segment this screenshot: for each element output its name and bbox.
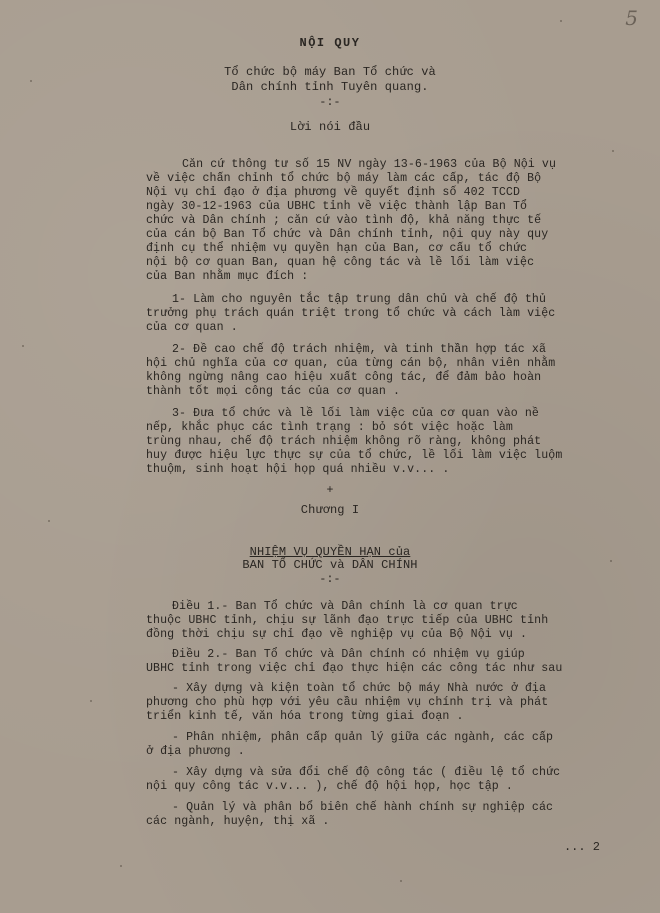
paper-speck	[22, 345, 24, 347]
purpose-1-line: trưởng phụ trách quán triệt trong tổ chức và cách làm việc	[146, 307, 556, 320]
paper-speck	[120, 865, 122, 867]
task-2-line: ở địa phương .	[146, 745, 245, 758]
document-subtitle-1: Tổ chức bộ máy Ban Tổ chức và	[224, 65, 436, 79]
preface-line: nội bộ cơ quan Ban, quan hệ công tác và lề lối làm việc	[146, 256, 535, 269]
purpose-3-line: 3- Đưa tổ chức và lề lối làm việc của cơ quan vào nề	[172, 407, 539, 420]
task-4-line: các ngành, huyện, thị xã .	[146, 815, 330, 828]
paper-speck	[610, 560, 612, 562]
purpose-2-line: không ngừng nâng cao hiệu xuất công tác, để đảm bảo hoàn	[146, 371, 542, 384]
preface-line: về việc chấn chỉnh tổ chức bộ máy làm các cấp, tác độ Bộ	[146, 172, 542, 185]
section-heading-1: NHIỆM VỤ QUYỀN HẠN của	[249, 545, 411, 559]
purpose-3-line: thuộm, sinh hoạt hội họp quá nhiều v.v... .	[146, 463, 450, 476]
separator-2: -:-	[319, 573, 341, 586]
paper-speck	[90, 700, 92, 702]
task-1-line: phương cho phù hợp với yêu cầu nhiệm vụ chính trị và phát	[146, 696, 549, 709]
preface-line: chức và Dân chính ; căn cứ vào tình độ, khả năng thực tế	[146, 214, 542, 227]
paper-speck	[560, 20, 562, 22]
preface-line: của cán bộ Ban Tổ chức và Dân chính tỉnh, nội quy này quy	[146, 228, 549, 241]
paper-speck	[612, 150, 614, 152]
document-subtitle-2: Dân chính tỉnh Tuyên quang.	[231, 80, 429, 94]
preface-heading: Lời nói đầu	[289, 120, 371, 134]
article-1-line: đồng thời chịu sự chỉ đạo về nghiệp vụ của Bộ Nội vụ .	[146, 628, 528, 641]
task-3-line: nội quy công tác v.v... ), chế độ hội họp, học tập .	[146, 780, 513, 793]
purpose-2-line: hội chủ nghĩa của cơ quan, của từng cán bộ, nhân viên nhằm	[146, 357, 556, 370]
purpose-3-line: huy được hiệu lực thực sự của tổ chức, lề lối làm việc luộm	[146, 449, 563, 462]
purpose-2-line: thành tốt mọi công tác của cơ quan .	[146, 385, 401, 398]
task-3-line: - Xây dựng và sửa đổi chế độ công tác ( điều lệ tổ chức	[172, 766, 561, 779]
article-1-line: thuộc UBHC tỉnh, chịu sự lãnh đạo trực tiếp của UBHC tỉnh	[146, 614, 549, 627]
purpose-3-line: nếp, khắc phục các tình trạng : bỏ sót việc hoặc làm	[146, 421, 513, 434]
article-2-line: Điều 2.- Ban Tổ chức và Dân chính có nhiệm vụ giúp	[172, 648, 525, 661]
purpose-1-line: 1- Làm cho nguyên tắc tập trung dân chủ và chế độ thủ	[172, 293, 547, 306]
article-1-line: Điều 1.- Ban Tổ chức và Dân chính là cơ quan trực	[172, 600, 518, 613]
preface-line: định cụ thể nhiệm vụ quyền hạn của Ban, cơ cấu tổ chức	[146, 242, 528, 255]
article-2-line: UBHC tỉnh trong việc chỉ đạo thực hiện các công tác như sau	[146, 662, 563, 675]
task-1-line: - Xây dựng và kiện toàn tổ chức bộ máy Nhà nước ở địa	[172, 682, 547, 695]
document-title: NỘI QUY	[299, 36, 361, 50]
section-heading-2: BAN TỔ CHỨC và DÂN CHÍNH	[242, 558, 418, 572]
chapter-label: Chương I	[300, 503, 360, 517]
paper-speck	[400, 880, 402, 882]
preface-line: ngày 30-12-1963 của UBHC tỉnh về việc thành lập Ban Tổ	[146, 200, 528, 213]
preface-line: của Ban nhằm mục đích :	[146, 270, 309, 283]
preface-line: Căn cứ thông tư số 15 NV ngày 13-6-1963 của Bộ Nội vụ	[182, 158, 557, 171]
task-4-line: - Quản lý và phân bổ biên chế hành chính sự nghiệp các	[172, 801, 554, 814]
separator-1: -:-	[319, 96, 341, 109]
preface-line: Nội vụ chỉ đạo ở địa phương về quyết định số 402 TCCD	[146, 186, 521, 199]
purpose-1-line: của cơ quan .	[146, 321, 238, 334]
task-2-line: - Phân nhiệm, phân cấp quản lý giữa các ngành, các cấp	[172, 731, 554, 744]
page-number: ... 2	[563, 840, 600, 854]
purpose-3-line: trùng nhau, chế độ trách nhiệm không rõ ràng, không phát	[146, 435, 542, 448]
task-1-line: triển kinh tế, văn hóa trong từng giai đoạn .	[146, 710, 464, 723]
plus-mark: +	[326, 484, 334, 497]
purpose-2-line: 2- Đề cao chế độ trách nhiệm, và tinh thần hợp tác xã	[172, 343, 547, 356]
paper-speck	[48, 520, 50, 522]
paper-speck	[30, 80, 32, 82]
corner-page-mark: 5	[625, 6, 638, 30]
